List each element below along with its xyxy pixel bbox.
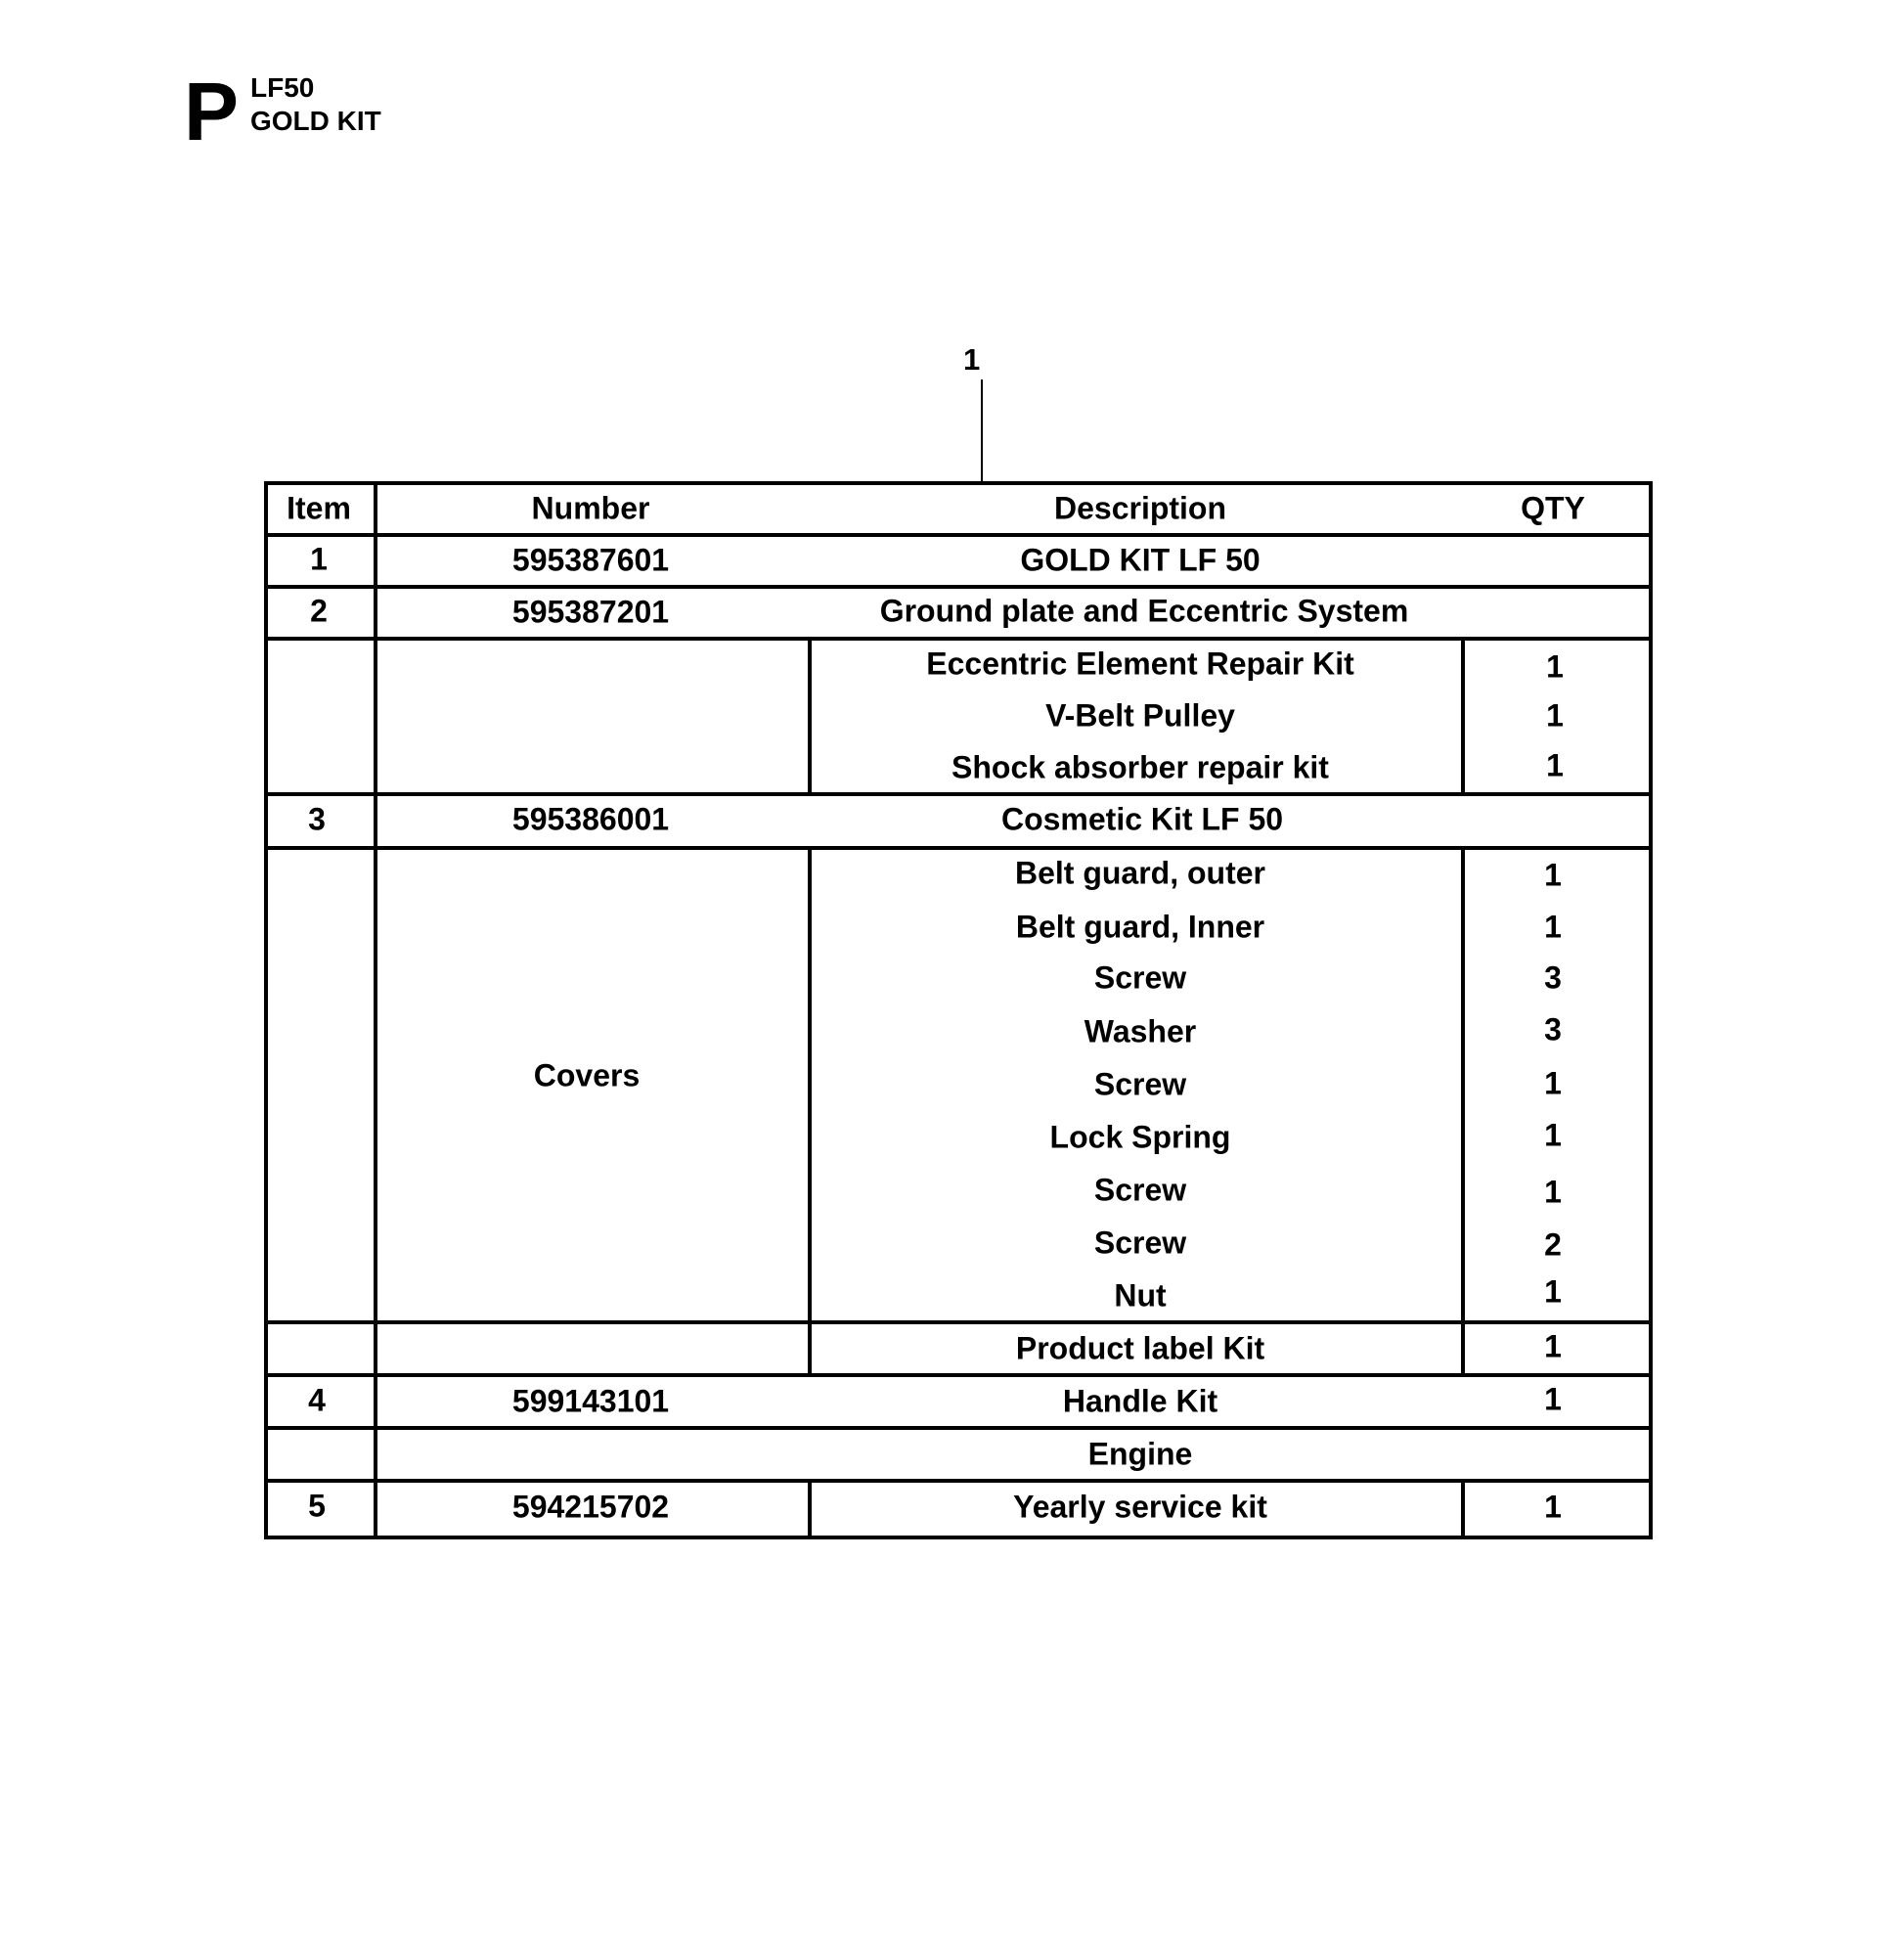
row5-description: Yearly service kit bbox=[1013, 1489, 1267, 1525]
header-item: Item bbox=[287, 490, 351, 526]
part-qty: 1 bbox=[1544, 1174, 1562, 1210]
part-description: Screw bbox=[1093, 959, 1187, 996]
row3-number: 595386001 bbox=[511, 801, 670, 837]
engine-label: Engine bbox=[1087, 1436, 1193, 1472]
qty-column-divider bbox=[1461, 637, 1465, 794]
part-description: Lock Spring bbox=[1049, 1119, 1231, 1155]
part-qty: 3 bbox=[1544, 1011, 1562, 1047]
row1-description: GOLD KIT LF 50 bbox=[1020, 542, 1261, 578]
callout-leader-line bbox=[981, 379, 983, 483]
row3-item: 3 bbox=[308, 801, 326, 837]
qty-column-divider bbox=[1461, 846, 1465, 1375]
part-description: Screw bbox=[1093, 1066, 1187, 1102]
part-description: Screw bbox=[1093, 1225, 1187, 1261]
row1-number: 595387601 bbox=[511, 542, 670, 578]
table-border-bottom bbox=[264, 1536, 1653, 1539]
model-name: LF50 bbox=[250, 72, 315, 103]
row5-number: 594215702 bbox=[511, 1489, 670, 1525]
number-column-divider bbox=[808, 846, 812, 1375]
part-qty: 3 bbox=[1544, 959, 1562, 996]
row5-qty: 1 bbox=[1544, 1489, 1562, 1525]
row5-item: 5 bbox=[308, 1488, 326, 1524]
row4-number: 599143101 bbox=[511, 1383, 670, 1419]
row-separator bbox=[264, 533, 1653, 537]
callout-number: 1 bbox=[963, 342, 981, 377]
part-description: Belt guard, Inner bbox=[1015, 909, 1265, 945]
number-column-divider bbox=[808, 1479, 812, 1537]
part-description: Shock absorber repair kit bbox=[952, 749, 1329, 785]
part-qty: 1 bbox=[1546, 697, 1564, 734]
row4-description: Handle Kit bbox=[1062, 1383, 1218, 1419]
row4-qty: 1 bbox=[1544, 1381, 1562, 1417]
row-separator bbox=[264, 1320, 1653, 1324]
header-number: Number bbox=[531, 490, 650, 526]
section-letter: P bbox=[184, 66, 240, 157]
row-separator bbox=[264, 1479, 1653, 1483]
part-qty: 1 bbox=[1544, 909, 1562, 945]
row-separator bbox=[264, 1426, 1653, 1430]
covers-label: Covers bbox=[533, 1057, 641, 1093]
part-qty: 1 bbox=[1544, 1117, 1562, 1153]
row2-description: Ground plate and Eccentric System bbox=[879, 593, 1409, 629]
row-separator bbox=[264, 637, 1653, 641]
qty-column-divider bbox=[1461, 1479, 1465, 1537]
part-description: Nut bbox=[1114, 1277, 1167, 1314]
row-separator bbox=[264, 1373, 1653, 1377]
page-title: GOLD KIT bbox=[250, 106, 381, 136]
part-qty: 1 bbox=[1546, 648, 1564, 685]
part-qty: 1 bbox=[1544, 857, 1562, 893]
row-separator bbox=[264, 585, 1653, 589]
part-qty: 1 bbox=[1546, 747, 1564, 783]
product-label-description: Product label Kit bbox=[1015, 1330, 1265, 1366]
row2-item: 2 bbox=[310, 593, 328, 629]
header-description: Description bbox=[1053, 490, 1227, 526]
part-qty: 1 bbox=[1544, 1273, 1562, 1310]
product-label-qty: 1 bbox=[1544, 1328, 1562, 1364]
row-separator bbox=[264, 846, 1653, 850]
part-description: Screw bbox=[1093, 1172, 1187, 1208]
row3-description: Cosmetic Kit LF 50 bbox=[1000, 801, 1284, 837]
row4-item: 4 bbox=[308, 1382, 326, 1418]
part-description: Eccentric Element Repair Kit bbox=[926, 646, 1354, 682]
part-qty: 1 bbox=[1544, 1065, 1562, 1101]
table-border-top bbox=[264, 481, 1653, 485]
part-description: Washer bbox=[1084, 1013, 1197, 1049]
part-qty: 2 bbox=[1544, 1226, 1562, 1263]
row1-item: 1 bbox=[310, 541, 328, 577]
row-separator bbox=[264, 792, 1653, 796]
part-description: V-Belt Pulley bbox=[1045, 697, 1235, 734]
header-qty: QTY bbox=[1521, 490, 1585, 526]
row2-number: 595387201 bbox=[511, 594, 670, 630]
number-column-divider bbox=[808, 637, 812, 794]
part-description: Belt guard, outer bbox=[1014, 855, 1266, 891]
